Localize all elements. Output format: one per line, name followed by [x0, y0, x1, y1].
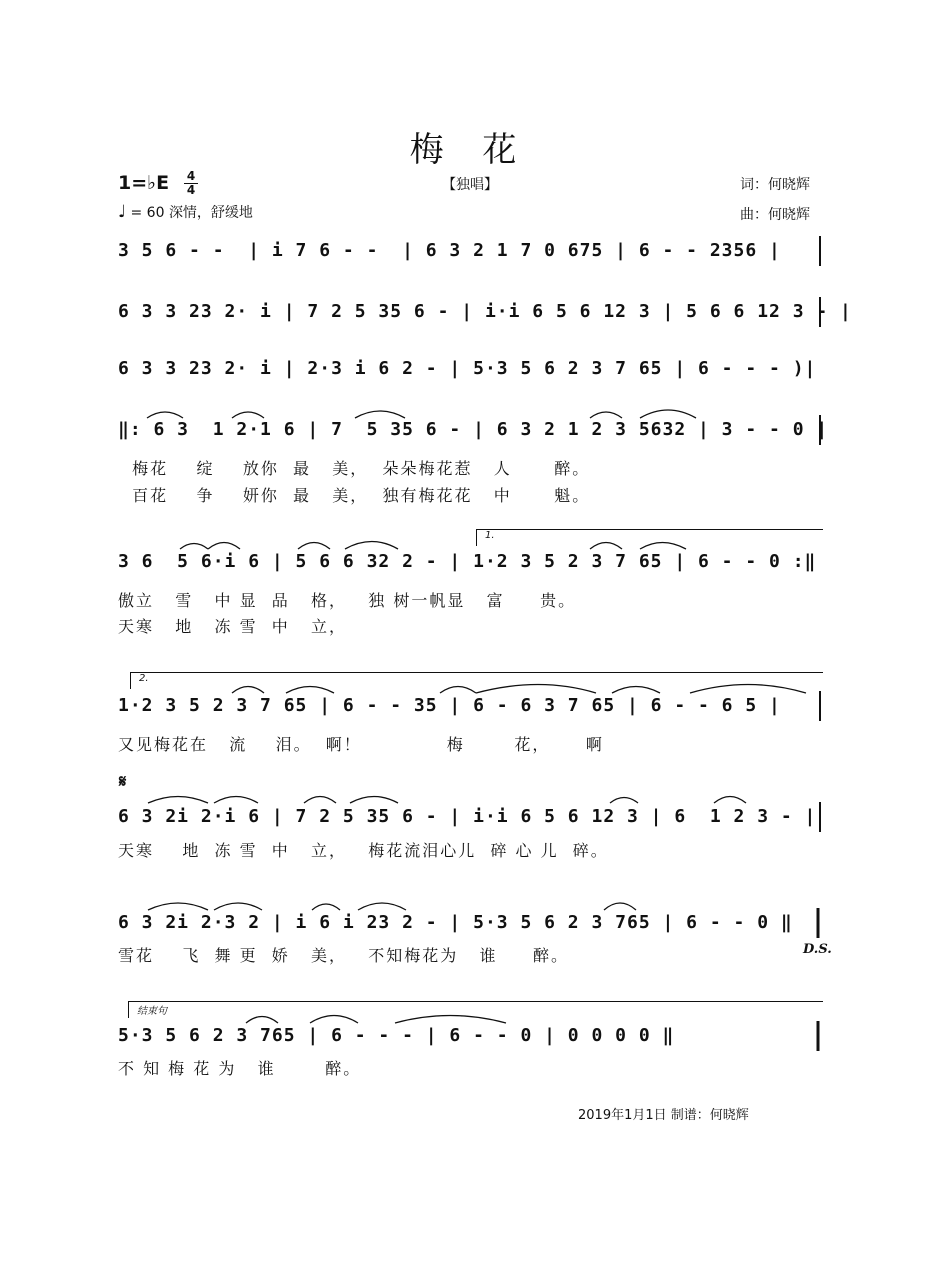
- coda-label: 结束句: [137, 1006, 167, 1017]
- composer-credit: 曲：何晓辉: [740, 207, 810, 223]
- lyric-line: 又见梅花在 流 泪。 啊！ 梅 花， 啊: [118, 735, 604, 754]
- slur-mark: [214, 903, 262, 910]
- slur-mark: [312, 904, 340, 910]
- lyric-line: 百花 争 妍你 最 美， 独有梅花花 中 魁。: [118, 486, 591, 505]
- slur-mark: [147, 412, 183, 418]
- slur-mark: [612, 687, 660, 694]
- expression-text: 深情，舒缓地: [168, 205, 253, 221]
- slur-mark: [440, 687, 476, 694]
- performance-mode: 【独唱】: [442, 177, 498, 193]
- slur-mark: [640, 543, 686, 550]
- slur-mark: [350, 797, 398, 804]
- footer-credit: 2019年1月1日 制谱：何晓辉: [578, 1108, 749, 1123]
- slur-mark: [610, 798, 638, 804]
- slur-mark: [208, 543, 240, 550]
- slur-mark: [232, 412, 264, 418]
- slur-mark: [604, 903, 636, 910]
- staff-notes: 3 5 6 - - | i 7 6 - - | 6 3 2 1 7 0 675 | 6 - - 2356 |: [118, 240, 781, 261]
- slur-mark: [180, 544, 208, 550]
- dal-segno-mark: D.S.: [803, 942, 832, 957]
- slur-mark: [358, 903, 406, 910]
- lyricist-credit: 词：何晓辉: [740, 177, 810, 193]
- volta-2-label: 2.: [139, 673, 149, 684]
- song-title: 梅 花: [409, 130, 531, 170]
- time-signature-top: 4: [186, 169, 196, 183]
- slur-mark: [590, 412, 622, 418]
- slur-mark: [590, 543, 622, 550]
- slur-mark: [345, 542, 398, 550]
- slur-mark: [304, 797, 336, 804]
- staff-notes: 6 3 3 23 2· i | 7 2 5 35 6 - | i·i 6 5 6 12 3 | 5 6 6 12 3 - |: [118, 301, 852, 322]
- slur-mark: [148, 903, 208, 910]
- volta-1-label: 1.: [485, 530, 495, 541]
- slur-mark: [640, 410, 696, 418]
- lyric-line: 梅花 绽 放你 最 美， 朵朵梅花惹 人 醉。: [118, 459, 591, 478]
- lyric-line: 天寒 地 冻 雪 中 立， 梅花流泪心儿 碎 心 儿 碎。: [118, 841, 609, 860]
- slur-mark: [476, 685, 596, 694]
- time-signature-bottom: 4: [186, 183, 196, 197]
- slur-mark: [690, 685, 806, 694]
- slur-mark: [148, 797, 208, 804]
- quarter-note-icon: ♩: [118, 202, 127, 222]
- slur-mark: [714, 797, 746, 804]
- slur-mark: [232, 687, 264, 694]
- staff-notes: 6 3 2i 2·3 2 | i 6 i 23 2 - | 5·3 5 6 2 3 765 | 6 - - 0 ‖: [118, 912, 793, 933]
- slur-mark: [298, 543, 330, 550]
- slur-mark: [355, 411, 405, 418]
- staff-notes: 1·2 3 5 2 3 7 65 | 6 - - 35 | 6 - 6 3 7 65 | 6 - - 6 5 |: [118, 695, 781, 716]
- lyric-line: 雪花 飞 舞 更 娇 美， 不知梅花为 谁 醉。: [118, 946, 569, 965]
- staff-notes: ‖: 6 3 1 2·1 6 | 7 5 35 6 - | 6 3 2 1 2 3 5632 | 3 - - 0 |: [118, 419, 829, 440]
- lyric-line: 天寒 地 冻 雪 中 立，: [118, 617, 348, 636]
- slur-mark: [395, 1016, 506, 1024]
- segno-icon: 𝄋: [119, 772, 127, 792]
- slur-mark: [310, 1016, 358, 1024]
- staff-notes: 3 6 5 6·i 6 | 5 6 6 32 2 - | 1·2 3 5 2 3 7 65 | 6 - - 0 :‖: [118, 551, 817, 572]
- staff-notes: 6 3 3 23 2· i | 2·3 i 6 2 - | 5·3 5 6 2 3 7 65 | 6 - - - )|: [118, 358, 817, 379]
- slur-mark: [286, 687, 334, 694]
- slur-mark: [246, 1017, 278, 1024]
- slur-mark: [214, 797, 258, 804]
- lyric-line: 傲立 雪 中 显 品 格， 独 树一帆显 富 贵。: [118, 591, 577, 610]
- lyric-line: 不 知 梅 花 为 谁 醉。: [118, 1059, 362, 1078]
- tempo-value: = 60: [130, 205, 165, 221]
- staff-notes: 5·3 5 6 2 3 765 | 6 - - - | 6 - - 0 | 0 0 0 0 ‖: [118, 1025, 675, 1046]
- staff-notes: 6 3 2i 2·i 6 | 7 2 5 35 6 - | i·i 6 5 6 12 3 | 6 1 2 3 - |: [118, 806, 817, 827]
- key-signature: 1=♭E: [118, 172, 170, 194]
